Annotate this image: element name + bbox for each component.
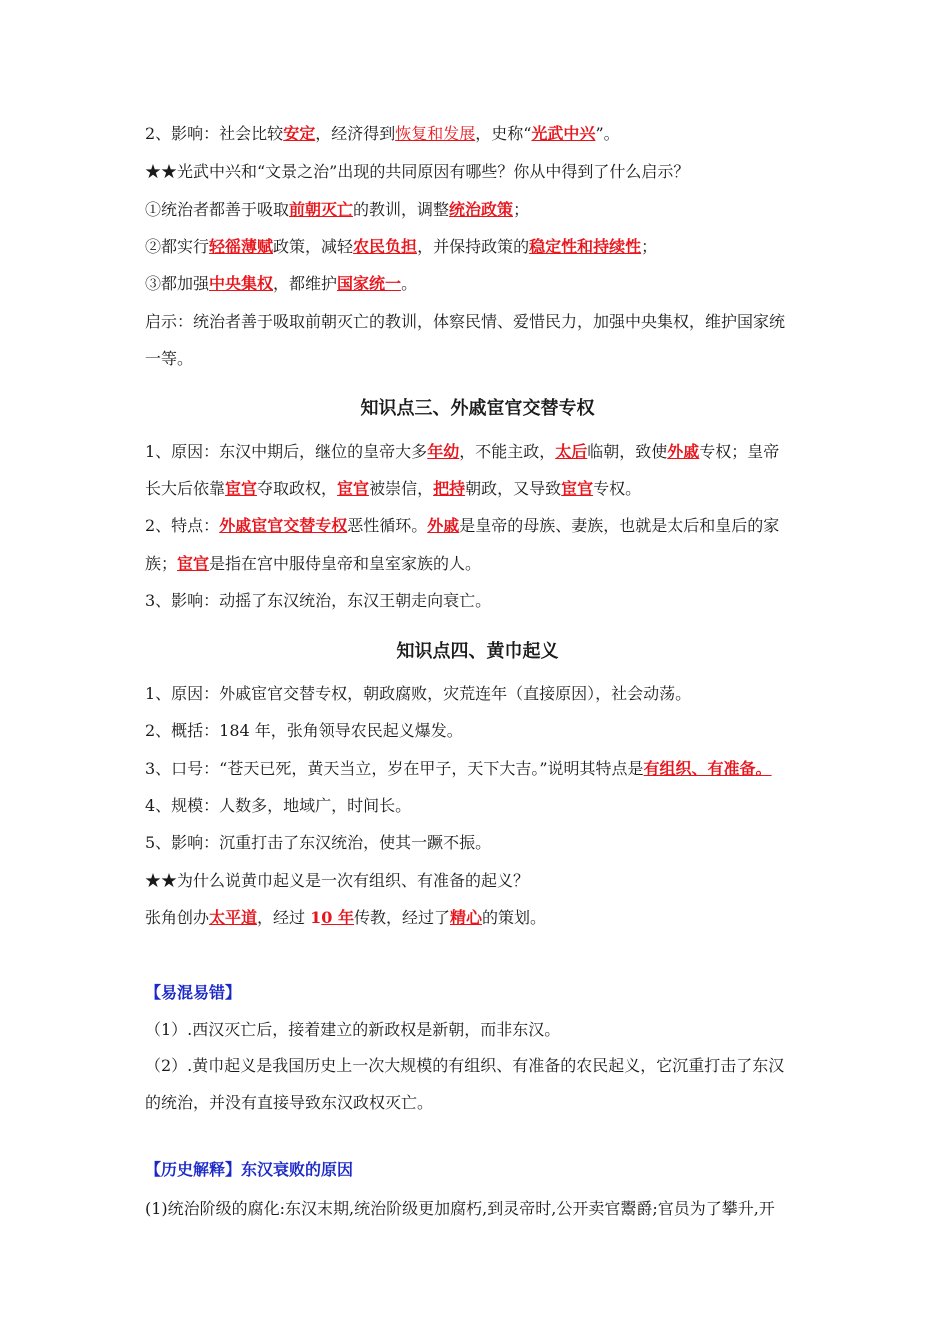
history-point-1: (1)统治阶级的腐化:东汉末期,统治阶级更加腐朽,到灵帝时,公开卖官鬻爵;官员为了攀升,开 [145,1199,775,1218]
mix-title: 【易混易错】 [145,983,242,1002]
feature-line-2: 族；宦官是指在宫中服侍皇帝和皇室家族的人。 [145,554,482,573]
section-3-title: 知识点三、外戚宦官交替专权 [360,398,595,419]
yellow-turban-effect: 5、影响：沉重打击了东汉统治，使其一蹶不振。 [145,833,492,852]
mix-point-1: （1）.西汉灭亡后，接着建立的新政权是新朝，而非东汉。 [145,1020,561,1039]
mix-point-2b: 的统治，并没有直接导致东汉政权灭亡。 [145,1093,434,1112]
yellow-turban-question: ★★为什么说黄巾起义是一次有组织、有准备的起义？ [145,871,530,890]
section-4-title: 知识点四、黄巾起义 [396,641,559,662]
answer-line-1: ①统治者都善于吸取前朝灭亡的教训，调整统治政策； [145,200,530,219]
cause-line-1: 1、原因：东汉中期后，继位的皇帝大多年幼，不能主政，太后临朝，致使外戚专权；皇帝 [145,442,780,461]
yellow-turban-answer: 张角创办太平道，经过 10 年传教，经过了精心的策划。 [145,908,547,927]
cause-line-2: 长大后依靠宦官夺取政权，宦官被崇信，把持朝政，又导致宦官专权。 [145,479,642,498]
effect-line: 3、影响：动摇了东汉统治，东汉王朝走向衰亡。 [145,591,492,610]
history-title: 【历史解释】东汉衰败的原因 [145,1160,354,1179]
question-line: ★★光武中兴和“文景之治”出现的共同原因有哪些？你从中得到了什么启示？ [145,162,690,181]
insight-line-2: 一等。 [145,349,194,368]
insight-line-1: 启示：统治者善于吸取前朝灭亡的教训，体察民情、爱惜民力，加强中央集权，维护国家统 [145,312,786,331]
feature-line-1: 2、特点：外戚宦官交替专权恶性循环。外戚是皇帝的母族、妻族，也就是太后和皇后的家 [145,516,780,535]
influence-line: 2、影响：社会比较安定，经济得到恢复和发展，史称“光武中兴”。 [145,124,620,143]
yellow-turban-summary: 2、概括：184 年，张角领导农民起义爆发。 [145,721,463,740]
answer-line-3: ③都加强中央集权，都维护国家统一。 [145,274,418,293]
yellow-turban-cause: 1、原因：外戚宦官交替专权，朝政腐败，灾荒连年（直接原因），社会动荡。 [145,684,692,703]
answer-line-2: ②都实行轻徭薄赋政策，减轻农民负担，并保持政策的稳定性和持续性； [145,237,658,256]
yellow-turban-scale: 4、规模：人数多，地域广，时间长。 [145,796,412,815]
mix-point-2a: （2）.黄巾起义是我国历史上一次大规模的有组织、有准备的农民起义，它沉重打击了东汉 [145,1056,785,1075]
yellow-turban-slogan: 3、口号：“苍天已死，黄天当立，岁在甲子，天下大吉。”说明其特点是有组织、有准备。 [145,759,772,778]
